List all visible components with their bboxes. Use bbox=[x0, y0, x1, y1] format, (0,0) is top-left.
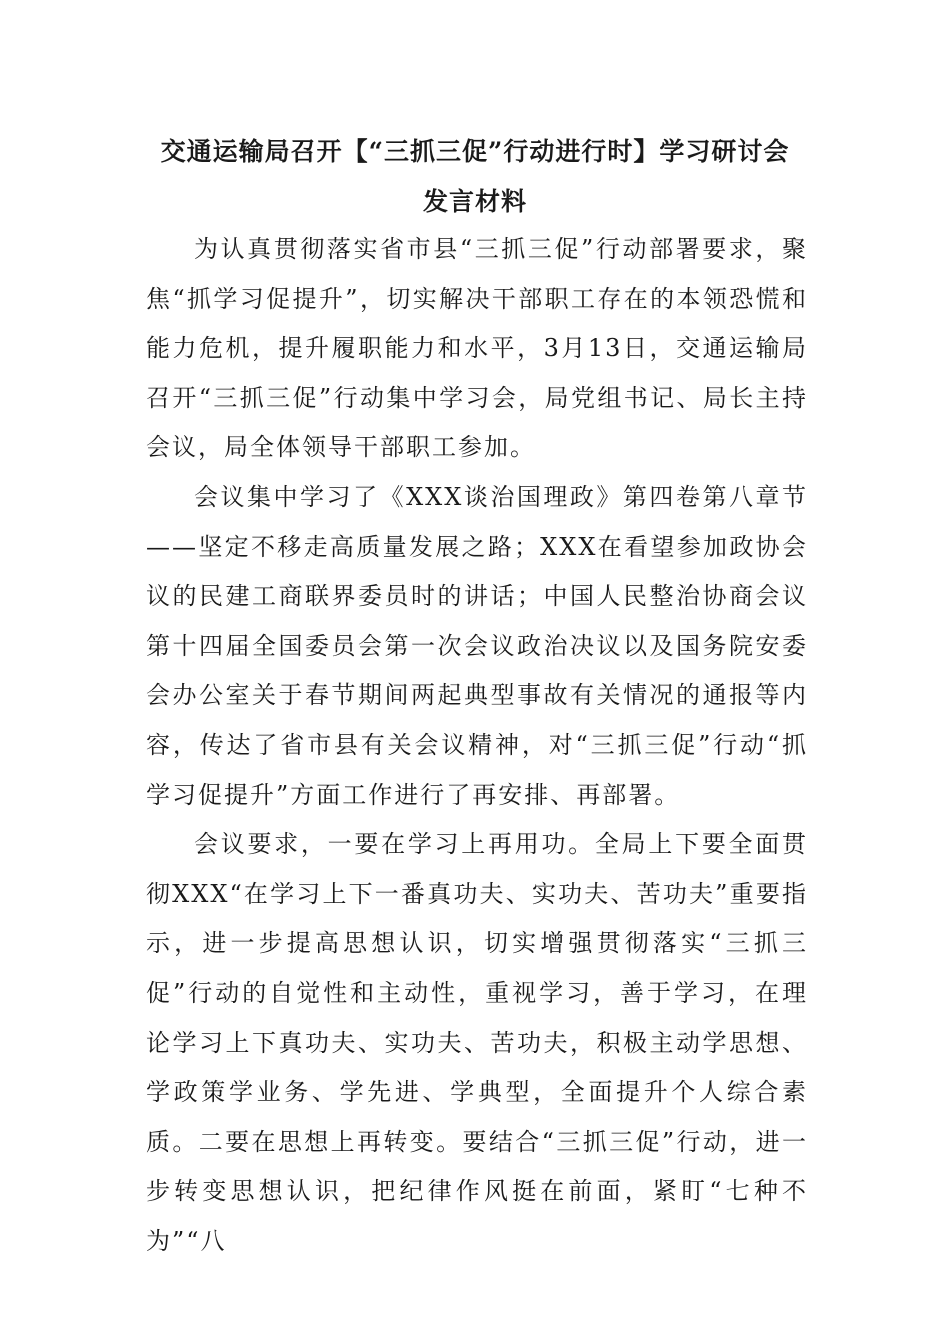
paragraph-2: 会议集中学习了《XXX谈治国理政》第四卷第八章节——坚定不移走高质量发展之路；XXX在看望参加政协会议的民建工商联界委员时的讲话；中国人民整治协商会议第十四届全国委员会第一次会议政治决议以及国务院安委会办公室关于春节期间两起典型事故有关情况的通报等内容，传达了省市县有关会议精神，对“三抓三促”行动“抓学习促提升”方面工作进行了再安排、再部署。 bbox=[146, 482, 808, 809]
document-title bbox=[100, 127, 850, 227]
title-line-2: 发言材料 bbox=[422, 187, 527, 216]
paragraph-1: 为认真贯彻落实省市县“三抓三促”行动部署要求，聚焦“抓学习促提升”，切实解决干部职工存在的本领恐慌和能力危机，提升履职能力和水平，3月13日，交通运输局召开“三抓三促”行动集中学习会，局党组书记、局长主持会议，局全体领导干部职工参加。 bbox=[146, 235, 808, 462]
document-body bbox=[146, 225, 808, 1266]
paragraph-3: 会议要求，一要在学习上再用功。全局上下要全面贯彻XXX“在学习上下一番真功夫、实功夫、苦功夫”重要指示，进一步提高思想认识，切实增强贯彻落实“三抓三促”行动的自觉性和主动性，重视学习，善于学习，在理论学习上下真功夫、实功夫、苦功夫，积极主动学思想、学政策学业务、学先进、学典型，全面提升个人综合素质。二要在思想上再转变。要结合“三抓三促”行动，进一步转变思想认识，把纪律作风挺在前面，紧盯“七种不为”“八 bbox=[146, 830, 808, 1255]
title-line-1: 交通运输局召开【“三抓三促”行动进行时】学习研讨会 bbox=[160, 137, 790, 166]
